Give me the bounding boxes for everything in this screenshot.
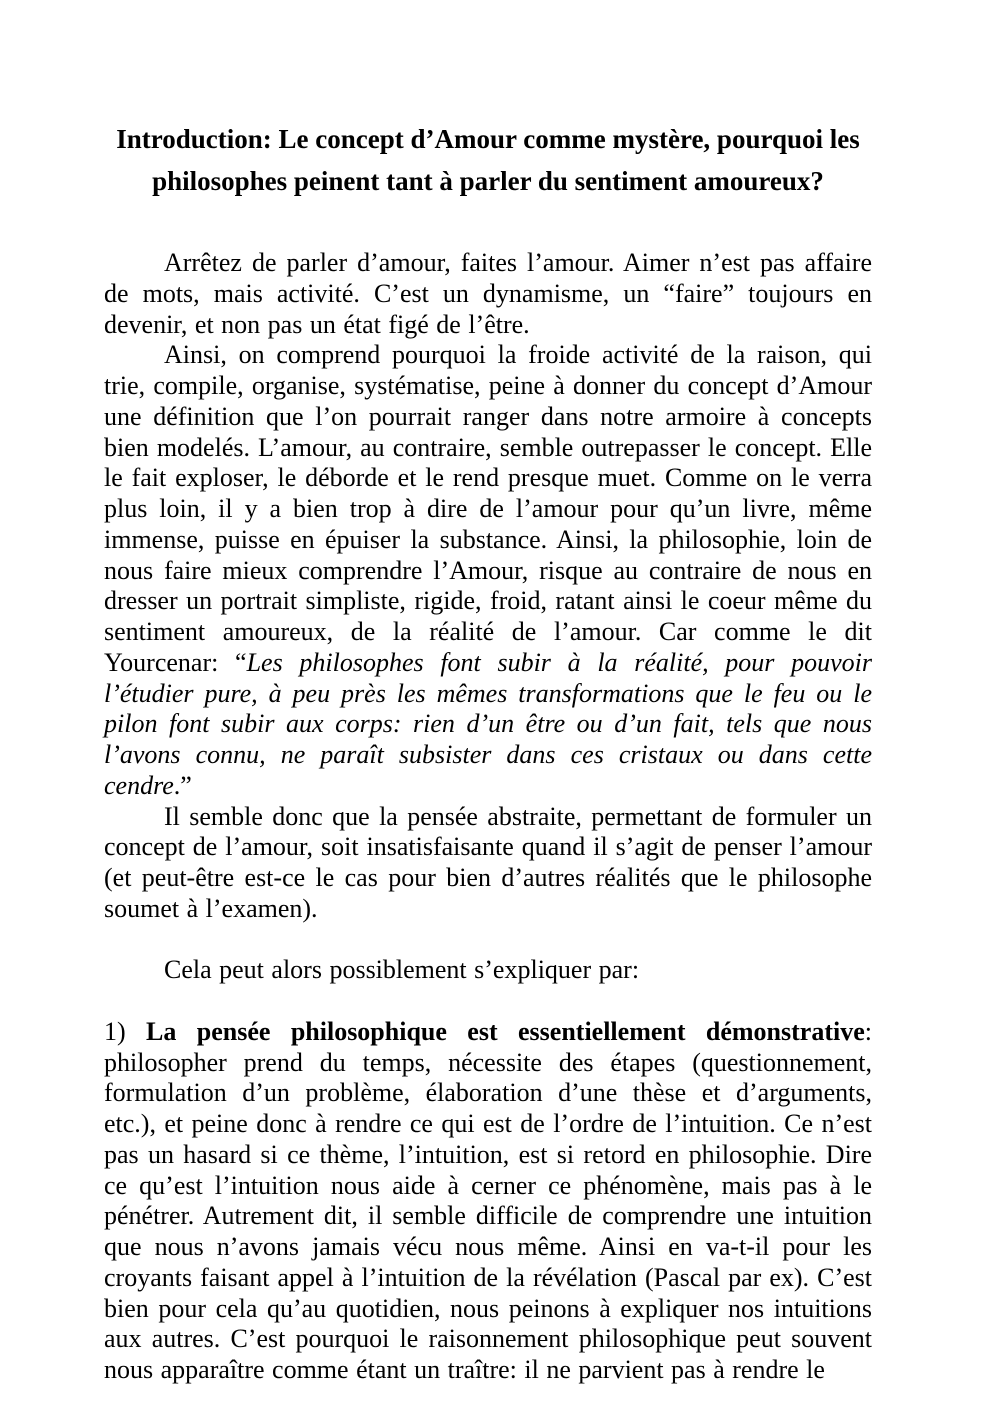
paragraph [104,955,872,986]
paragraphs-container [104,248,872,1386]
text-block [104,118,872,1386]
text-segment: Arrêtez de parler d’amour, faites l’amour. Aimer n’est pas affaire de mots, mais activité. C’est un dynamisme, un “faire” toujours en devenir, et non pas un état figé de l’être. [104,248,872,339]
paragraph [104,1017,872,1386]
text-segment: Cela peut alors possiblement s’expliquer par: [164,955,640,985]
text-segment: .” [173,770,192,800]
text-segment: 1) [104,1016,147,1046]
paragraph [104,248,872,340]
paragraph [104,340,872,801]
page-title-line-2: philosophes peinent tant à parler du sentiment amoureux? [152,166,824,196]
page-title-line-1: Introduction: Le concept d’Amour comme mystère, pourquoi les [116,124,860,154]
text-segment: Ainsi, on comprend pourquoi la froide activité de la raison, qui trie, compile, organise, systématise, peine à donner du concept d’Amour une définition que l’on pourrait ranger dans notre armoire à concepts bien modelés. L’amour, au contraire, semble outrepasser le concept. Elle le fait exploser, le déborde et le rend presque muet. Comme on le verra plus loin, il y a bien trop à dire de l’amour pour qu’un livre, même immense, puisse en épuiser la substance. Ainsi, la philosophie, loin de nous faire mieux comprendre l’Amour, risque au contraire de nous en dresser un portrait simpliste, rigide, froid, ratant ainsi le coeur même du sentiment amoureux, de la réalité de l’amour. Car comme le dit Yourcenar: “ [104,340,872,677]
text-segment: Il semble donc que la pensée abstraite, permettant de formuler un concept de l’amour, soit insatisfaisante quand il s’agit de penser l’amour (et peut-être est-ce le cas pour bien d’autres réalités que le philosophe soumet à l’examen). [104,801,872,923]
paragraph [104,802,872,925]
text-segment: La pensée philosophique est essentiellement démonstrative [146,1016,865,1046]
page-title [104,118,872,202]
text-segment: Les philosophes font subir à la réalité, pour pouvoir l’étudier pure, à peu près les mêmes transformations que le feu ou le pilon font subir aux corps: rien d’un être ou d’un fait, tels que nous l’avons connu, ne paraît subsister dans ces cristaux ou dans cette cendre [104,647,873,800]
text-segment: : philosopher prend du temps, nécessite des étapes (questionnement, formulation d’un problème, élaboration d’une thèse et d’arguments, etc.), et peine donc à rendre ce qui est de l’ordre de l’intuition. Ce n’est pas un hasard si ce thème, l’intuition, est si retord en philosophie. Dire ce qu’est l’intuition nous aide à cerner ce phénomène, mais pas à le pénétrer. Autrement dit, il semble difficile de comprendre une intuition que nous n’avons jamais vécu nous même. Ainsi en va-t-il pour les croyants faisant appel à l’intuition de la révélation (Pascal par ex). C’est bien pour cela qu’au quotidien, nous peinons à expliquer nos intuitions aux autres. C’est pourquoi le raisonnement philosophique peut souvent nous apparaître comme étant un traître: il ne parvient pas à rendre le [104,1016,872,1384]
